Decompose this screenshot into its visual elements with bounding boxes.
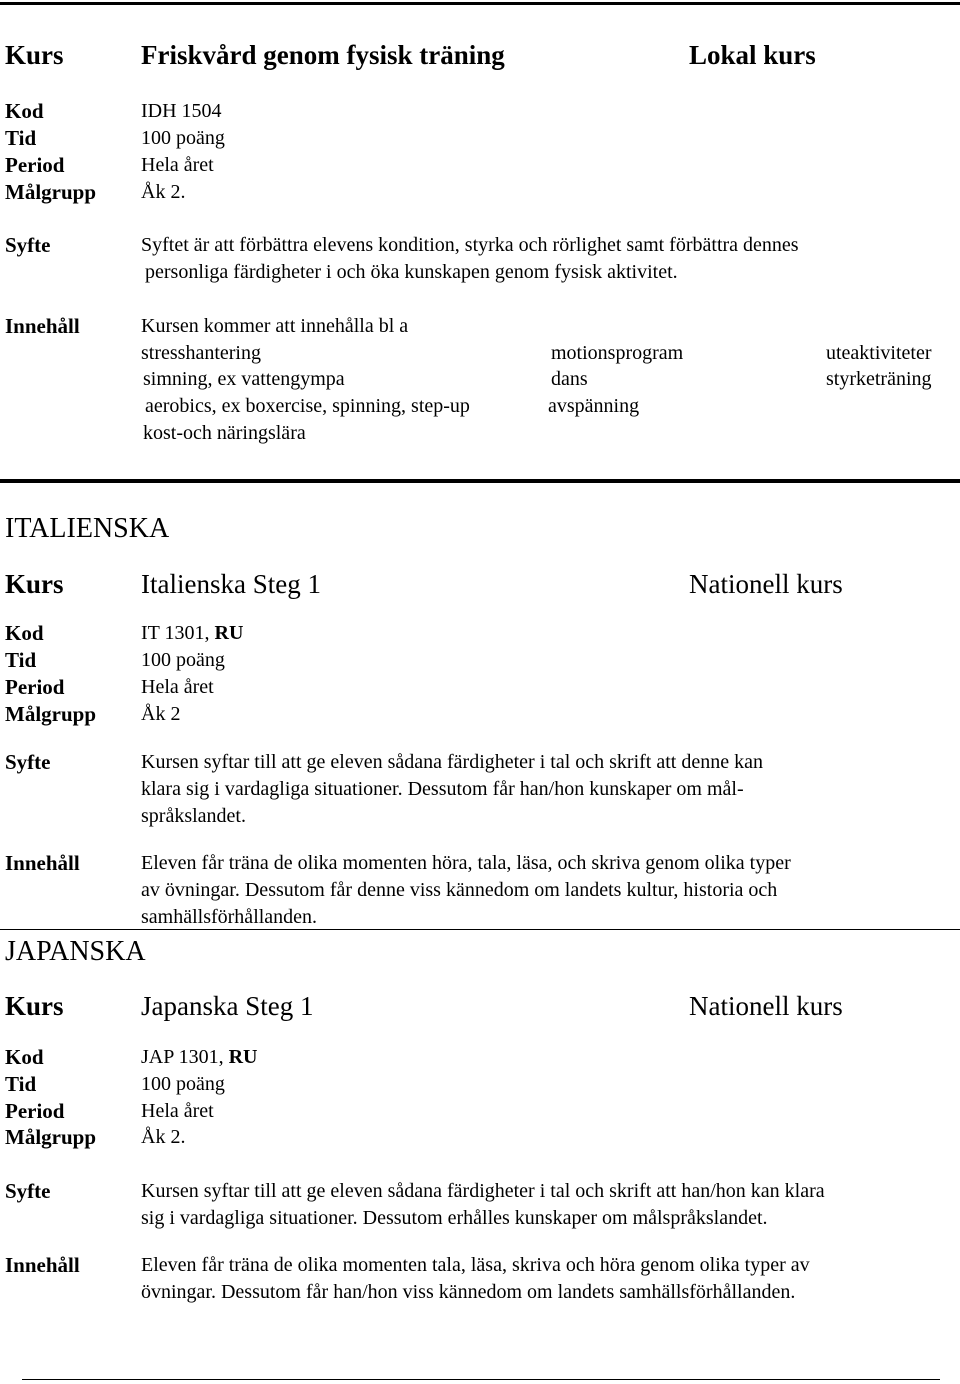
course3-syfte-line: sig i vardagliga situationer. Dessutom erhålles kunskaper om målspråkslandet.: [141, 1207, 768, 1229]
course1-kod: IDH 1504: [141, 100, 222, 122]
course1-tid-label: Tid: [5, 126, 37, 150]
course2-kod-value: IT 1301,: [141, 622, 215, 644]
activity-item: simning, ex vattengympa: [143, 368, 345, 390]
course3-period-label: Period: [5, 1099, 65, 1123]
course2-syfte-line: klara sig i vardagliga situationer. Dessutom får han/hon kunskaper om mål-: [141, 778, 744, 800]
activity-item: stresshantering: [141, 342, 261, 364]
course2-kod-suffix: RU: [214, 622, 244, 644]
course2-period-label: Period: [5, 675, 65, 699]
section-heading-japanska: JAPANSKA: [5, 936, 146, 967]
course3-type: Nationell kurs: [689, 991, 843, 1021]
course2-innehall-line: Eleven får träna de olika momenten höra, tala, läsa, och skriva genom olika typer: [141, 852, 791, 874]
course2-innehall-line: av övningar. Dessutom får denne viss kännedom om landets kultur, historia och: [141, 879, 778, 901]
course2-tid-label: Tid: [5, 648, 37, 672]
course1-innehall-intro: Kursen kommer att innehålla bl a: [141, 315, 409, 337]
course1-innehall-label: Innehåll: [5, 314, 80, 338]
course2-syfte-line: Kursen syftar till att ge eleven sådana färdigheter i tal och skrift att denne kan: [141, 751, 763, 773]
activity-item: aerobics, ex boxercise, spinning, step-up: [145, 395, 470, 417]
activity-item: motionsprogram: [551, 342, 684, 364]
activity-item: styrketräning: [826, 368, 932, 390]
section-rule: [0, 929, 960, 930]
course2-malgrupp-label: Målgrupp: [5, 702, 97, 726]
course1-syfte-label: Syfte: [5, 233, 51, 257]
activity-item: avspänning: [548, 395, 640, 417]
activity-item: dans: [551, 368, 588, 390]
course3-syfte-label: Syfte: [5, 1179, 51, 1203]
course2-innehall-label: Innehåll: [5, 851, 80, 875]
course1-type: Lokal kurs: [689, 40, 816, 70]
course2-kod-label: Kod: [5, 621, 44, 645]
course1-syfte-line: Syftet är att förbättra elevens kondition, styrka och rörlighet samt förbättra dennes: [141, 234, 799, 256]
top-rule: [0, 2, 960, 5]
course2-innehall-line: samhällsförhållanden.: [141, 906, 318, 928]
course2-tid: 100 poäng: [141, 649, 225, 671]
footer-rule: [22, 1379, 940, 1380]
course3-kod-value: JAP 1301,: [141, 1046, 229, 1068]
course3-tid-label: Tid: [5, 1072, 37, 1096]
course1-kurs-label: Kurs: [5, 40, 64, 70]
course2-malgrupp: Åk 2: [141, 703, 181, 725]
course1-malgrupp-label: Målgrupp: [5, 180, 97, 204]
course2-kod: [141, 623, 243, 643]
course3-innehall-line: Eleven får träna de olika momenten tala, läsa, skriva och höra genom olika typer av: [141, 1254, 810, 1276]
section-divider: [0, 479, 960, 483]
course3-malgrupp-label: Målgrupp: [5, 1125, 97, 1149]
course3-kod: [141, 1047, 258, 1067]
course1-syfte-line: personliga färdigheter i och öka kunskapen genom fysisk aktivitet.: [145, 261, 678, 283]
course2-type: Nationell kurs: [689, 569, 843, 599]
course1-title: Friskvård genom fysisk träning: [141, 40, 505, 70]
course2-syfte-line: språkslandet.: [141, 805, 246, 827]
course2-period: Hela året: [141, 676, 214, 698]
course3-kod-label: Kod: [5, 1045, 44, 1069]
course1-kod-label: Kod: [5, 99, 44, 123]
course3-title: Japanska Steg 1: [141, 991, 314, 1021]
course2-syfte-label: Syfte: [5, 750, 51, 774]
course3-innehall-line: övningar. Dessutom får han/hon viss kännedom om landets samhällsförhållanden.: [141, 1281, 796, 1303]
course3-innehall-label: Innehåll: [5, 1253, 80, 1277]
course2-kurs-label: Kurs: [5, 569, 64, 599]
course3-tid: 100 poäng: [141, 1073, 225, 1095]
activity-item: uteaktiviteter: [826, 342, 932, 364]
course3-kod-suffix: RU: [228, 1046, 258, 1068]
course1-period: Hela året: [141, 154, 214, 176]
course1-period-label: Period: [5, 153, 65, 177]
course3-syfte-line: Kursen syftar till att ge eleven sådana färdigheter i tal och skrift att han/hon kan klara: [141, 1180, 825, 1202]
activity-item: kost-och näringslära: [143, 422, 306, 444]
section-heading-italienska: ITALIENSKA: [5, 513, 170, 544]
course3-malgrupp: Åk 2.: [141, 1126, 186, 1148]
course2-title: Italienska Steg 1: [141, 569, 321, 599]
course3-period: Hela året: [141, 1100, 214, 1122]
course1-tid: 100 poäng: [141, 127, 225, 149]
course3-kurs-label: Kurs: [5, 991, 64, 1021]
course1-malgrupp: Åk 2.: [141, 181, 186, 203]
